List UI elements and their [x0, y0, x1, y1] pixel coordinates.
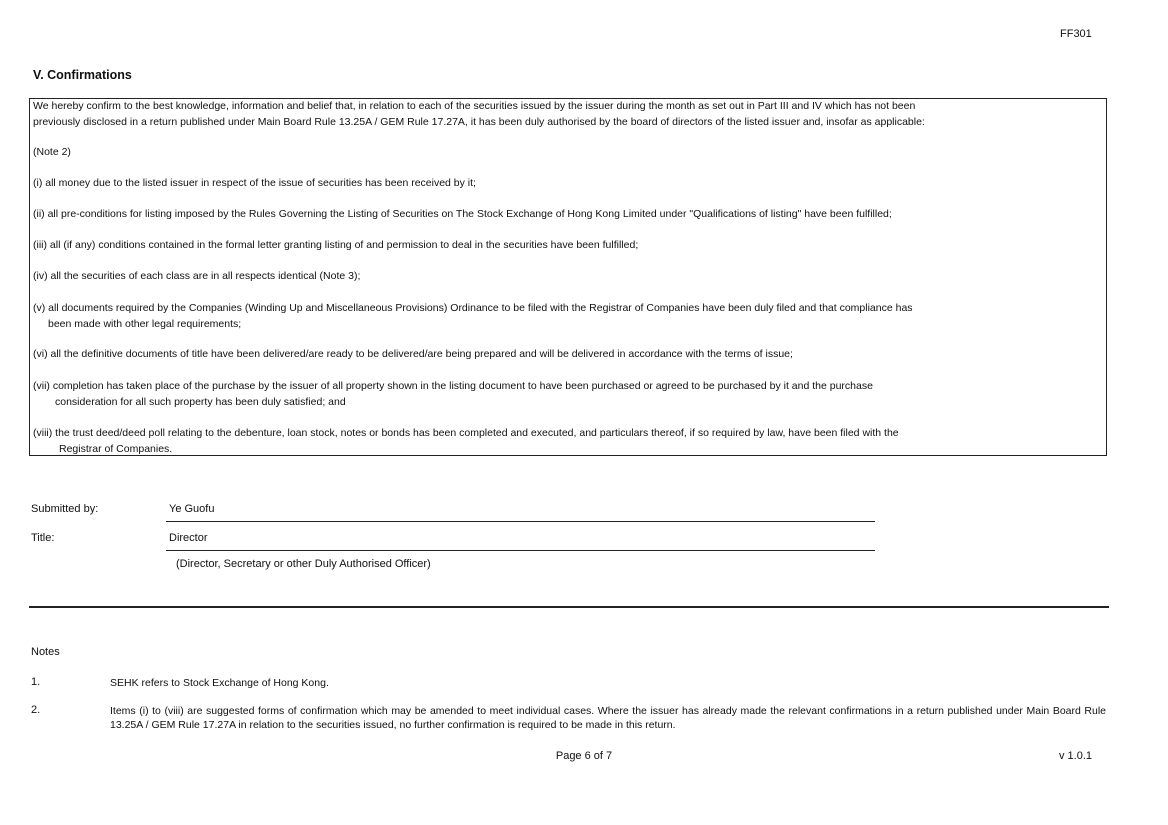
- confirmation-item-line2: been made with other legal requirements;: [48, 317, 242, 330]
- confirmation-item-line1: (viii) the trust deed/deed poll relating to the debenture, loan stock, notes or bonds has been completed and executed, and particulars thereof, if so required by law, have been filed with the: [33, 427, 899, 439]
- confirmation-item: (i) all money due to the listed issuer in respect of the issue of securities has been received by it;: [33, 177, 476, 189]
- confirmation-item: [33, 426, 1100, 457]
- confirmations-intro-line1: We hereby confirm to the best knowledge, information and belief that, in relation to each of the securities issued by the issuer during the month as set out in Part III and IV which has not been: [33, 100, 916, 112]
- note-reference: (Note 2): [33, 146, 71, 158]
- confirmations-intro: [33, 99, 1100, 130]
- note-text: Items (i) to (viii) are suggested forms of confirmation which may be amended to meet individual cases. Where the issuer has already made the relevant confirmations in a return published under Main Board Rule 13.25A / GEM Rule 17.27A in relation to the securities issued, no further confirmation is required to be made in this return.: [110, 705, 1106, 731]
- submitted-by-value: Ye Guofu: [169, 503, 215, 515]
- confirmations-intro-line2: previously disclosed in a return published under Main Board Rule 13.25A / GEM Rule 17.27A, it has been duly authorised by the board of directors of the listed issuer and, insofar as applicable:: [33, 115, 925, 128]
- section-title: V. Confirmations: [33, 68, 132, 82]
- submitted-by-label: Submitted by:: [31, 503, 99, 515]
- page-number: Page 6 of 7: [555, 750, 613, 762]
- version-label: v 1.0.1: [1059, 750, 1093, 762]
- confirmation-item: (iii) all (if any) conditions contained in the formal letter granting listing of and permission to deal in the securities have been fulfilled;: [33, 239, 639, 251]
- note-number: 1.: [31, 676, 41, 688]
- confirmations-box: [29, 98, 1107, 456]
- confirmation-item: (iv) all the securities of each class are in all respects identical (Note 3);: [33, 270, 361, 282]
- note-number: 2.: [31, 704, 41, 716]
- title-label: Title:: [31, 532, 55, 544]
- confirmation-item: (ii) all pre-conditions for listing imposed by the Rules Governing the Listing of Securities on The Stock Exchange of Hong Kong Limited under "Qualifications of listing" have been fulfilled;: [33, 208, 892, 220]
- title-hint: (Director, Secretary or other Duly Authorised Officer): [176, 558, 431, 570]
- submitted-by-underline: [166, 521, 875, 522]
- title-underline: [166, 550, 875, 551]
- confirmation-item-line2: consideration for all such property has been duly satisfied; and: [55, 395, 346, 408]
- note-text: SEHK refers to Stock Exchange of Hong Kong.: [110, 677, 329, 689]
- confirmation-item: (vi) all the definitive documents of title have been delivered/are ready to be delivered/are being prepared and will be delivered in accordance with the terms of issue;: [33, 348, 793, 360]
- section-divider: [29, 606, 1109, 608]
- confirmation-item-line1: (v) all documents required by the Companies (Winding Up and Miscellaneous Provisions) Ordinance to be filed with the Registrar of Companies have been duly filed and that compliance has: [33, 302, 913, 314]
- confirmation-item-line2: Registrar of Companies.: [59, 442, 173, 455]
- confirmation-item: [33, 379, 1100, 410]
- confirmation-item-line1: (vii) completion has taken place of the purchase by the issuer of all property shown in the listing document to have been purchased or agreed to be purchased by it and the purchase: [33, 380, 873, 392]
- title-value: Director: [169, 532, 208, 544]
- notes-heading: Notes: [31, 646, 60, 658]
- form-code: FF301: [1060, 28, 1092, 40]
- confirmation-item: [33, 301, 1100, 332]
